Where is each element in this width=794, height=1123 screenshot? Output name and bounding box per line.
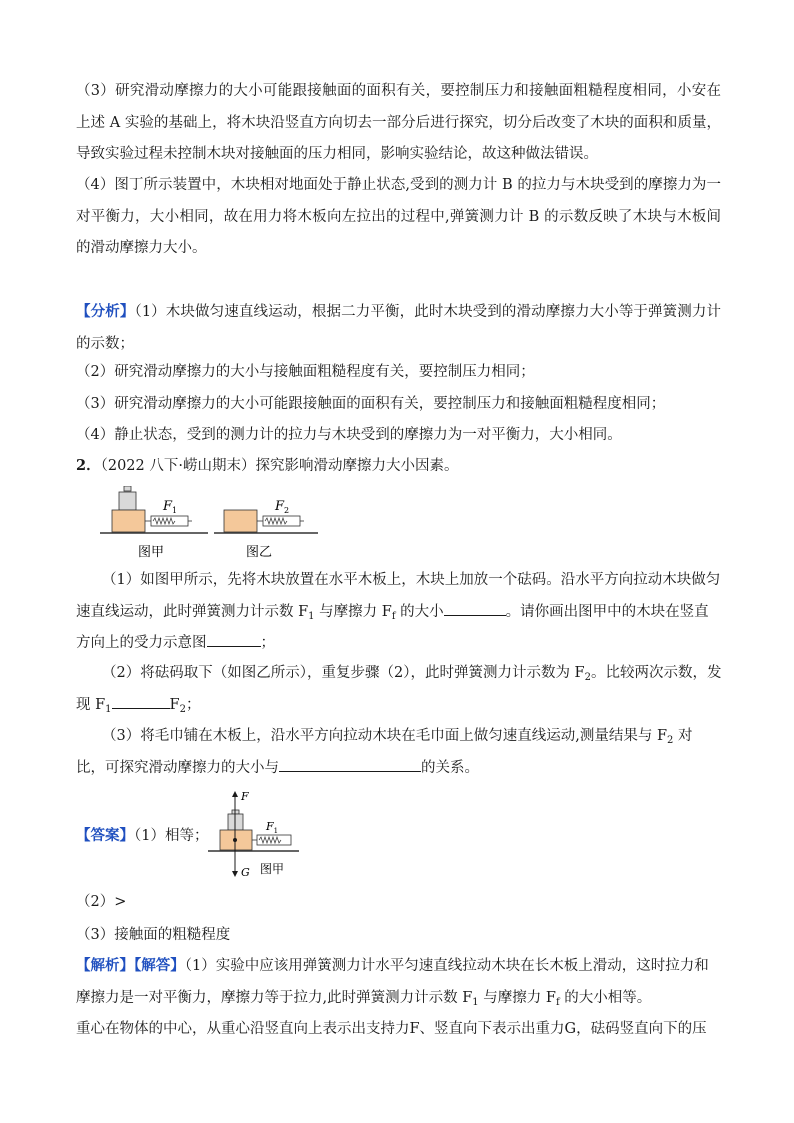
solution-tag: 【解析】【解答】 — [76, 957, 185, 974]
answer-line-1 — [76, 826, 208, 846]
wood-block — [112, 510, 145, 532]
question-2-line-a: （2）将砝码取下（如图乙所示），重复步骤（2），此时弹簧测力计示数为 $F_2$。比较两次示数，发 — [102, 665, 722, 683]
wood-block-yi — [224, 510, 257, 532]
answer-blank-diagram[interactable] — [207, 632, 261, 647]
question-1-line-b: 速直线运动，此时弹簧测力计示数 $F_1$ 与摩擦力 $F_f$ 的大小 。请你画出图甲中的木块在竖直 — [76, 601, 709, 627]
answer-label-F: F — [241, 790, 249, 803]
question-2-line-b: 现 $F_1$ $F_2$； — [76, 694, 200, 720]
analysis-line-3: （3）研究滑动摩擦力的大小可能跟接触面的面积有关，要控制压力和接触面粗糙程度相同； — [76, 396, 666, 412]
question-1-line-c: 方向上的受力示意图 ； — [76, 632, 275, 653]
caption-yi: 图乙 — [246, 545, 273, 560]
solution-line-1: 【解析】【解答】（1）实验中应该用弹簧测力计水平匀速直线拉动木块在长木板上滑动，这时拉力和 — [76, 957, 709, 974]
answer-figure-caption: 图甲 — [260, 862, 285, 876]
analysis-tag: 【分析】 — [76, 303, 135, 320]
answer-figure — [205, 788, 305, 880]
answer-label-G: G — [241, 866, 250, 879]
figure-jia — [100, 486, 208, 560]
answer-tag: 【答案】 — [76, 827, 134, 844]
question-figure — [96, 486, 321, 564]
solution-paragraph-4: （4）图丁所示装置中，木块相对地面处于静止状态,受到的测力计 B 的拉力与木块受到的摩擦力为一对平衡力，大小相同，故在用力将木板向左拉出的过程中,弹簧测力计 B 的示数反映了木块与木板间的滑动摩擦力大小。 — [76, 177, 721, 256]
caption-jia: 图甲 — [138, 545, 165, 560]
question-1-line-a: （1）如图甲所示，先将木块放置在水平木板上，木块上加放一个砝码。沿水平方向拉动木块做匀 — [102, 572, 721, 588]
force-label-F1: $F_1$ — [163, 499, 178, 515]
answer-label-F1: $F_1$ — [266, 820, 279, 835]
answer-line-2: （2）> — [76, 894, 127, 910]
analysis-paragraph — [76, 296, 721, 360]
weight-cap — [124, 486, 131, 491]
analysis-line-2: （2）研究滑动摩擦力的大小与接触面粗糙程度有关，要控制压力相同； — [76, 364, 535, 380]
solution-line-2: 摩擦力是一对平衡力，摩擦力等于拉力,此时弹簧测力计示数 $F_1$ 与摩擦力 $F_f$ 的大小相等。 — [76, 990, 652, 1008]
question-number: 2． — [76, 457, 101, 474]
answer-blank-3[interactable] — [279, 757, 421, 772]
center-of-gravity-dot — [233, 838, 237, 842]
analysis-line-1: （1）木块做匀速直线运动，根据二力平衡，此时木块受到的滑动摩擦力大小等于弹簧测力计的示数； — [76, 304, 722, 352]
analysis-line-4: （4）静止状态，受到的测力计的拉力与木块受到的摩擦力为一对平衡力，大小相同。 — [76, 427, 622, 443]
weight-body — [119, 492, 136, 510]
solution-paragraph-3: （3）研究滑动摩擦力的大小可能跟接触面的面积有关，要控制压力和接触面粗糙程度相同，小安在上述 A 实验的基础上，将木块沿竖直方向切去一部分后进行探究，切分后改变了木块的面积和质量，导致实验过程未控制木块对接触面的压力相同，影响实验结论，故这种做法错误。 — [76, 83, 721, 162]
question-header — [76, 456, 458, 476]
answer-1: （1）相等； — [134, 828, 209, 844]
figure-yi — [214, 499, 318, 560]
answer-blank-1[interactable] — [444, 601, 506, 616]
solution-line-3: 重心在物体的中心，从重心沿竖直向上表示出支持力F、竖直向下表示出重力G，砝码竖直向下的压 — [76, 1021, 707, 1037]
spring-scale-yi — [263, 516, 300, 526]
answer-line-3: （3）接触面的粗糙程度 — [76, 927, 231, 943]
question-3-line-b: 比，可探究滑动摩擦力的大小与 的关系。 — [76, 757, 479, 778]
question-title: （2022 八下·崂山期末）探究影响滑动摩擦力大小因素。 — [100, 458, 459, 474]
spring-scale — [151, 516, 188, 526]
force-label-F2: $F_2$ — [275, 499, 290, 515]
question-3-line-a: （3）将毛巾铺在木板上，沿水平方向拉动木块在毛巾面上做匀速直线运动,测量结果与 $F_2$ 对 — [102, 728, 693, 746]
answer-blank-2[interactable] — [112, 694, 170, 709]
